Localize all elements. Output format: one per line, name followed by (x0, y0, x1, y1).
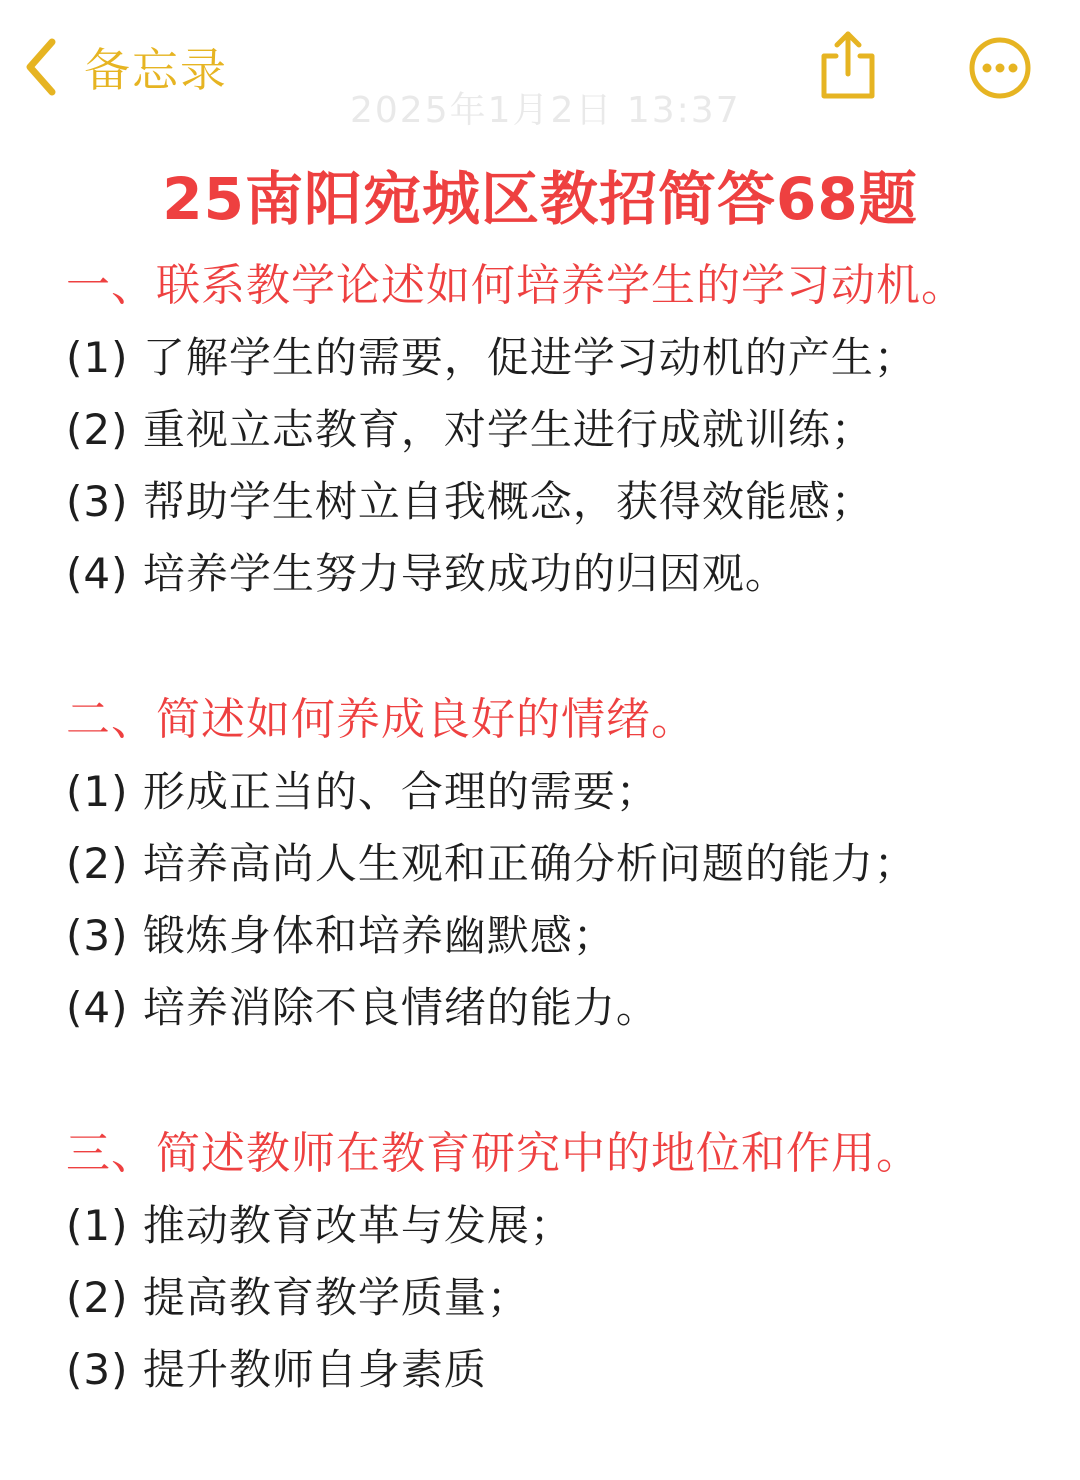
more-icon (968, 85, 1032, 104)
note-date: 2025年1月2日 13:37 (350, 90, 741, 131)
question-heading: 三、简述教师在教育研究中的地位和作用。 (66, 1128, 921, 1179)
share-button[interactable] (818, 30, 878, 104)
answer-line: (3) 提升教师自身素质 (66, 1345, 487, 1394)
note-title: 25南阳宛城区教招简答68题 (162, 165, 918, 233)
answer-line: (3) 锻炼身体和培养幽默感； (66, 911, 616, 960)
note-body[interactable] (66, 250, 1056, 1480)
back-button[interactable] (22, 34, 228, 100)
back-label: 备忘录 (84, 43, 228, 97)
answer-line: (1) 形成正当的、合理的需要； (66, 767, 659, 816)
question-section (66, 1118, 1056, 1406)
answer-line: (4) 培养消除不良情绪的能力。 (66, 983, 659, 1032)
question-heading: 二、简述如何养成良好的情绪。 (66, 694, 696, 745)
more-button[interactable] (968, 36, 1032, 104)
answer-line: (2) 重视立志教育，对学生进行成就训练； (66, 405, 874, 454)
navigation-bar (0, 0, 1080, 130)
answer-line: (2) 提高教育教学质量； (66, 1273, 530, 1322)
chevron-left-icon (22, 36, 58, 98)
question-section (66, 684, 1056, 1044)
share-icon (818, 85, 878, 104)
answer-line: (2) 培养高尚人生观和正确分析问题的能力； (66, 839, 917, 888)
answer-line: (1) 了解学生的需要，促进学习动机的产生； (66, 333, 917, 382)
answer-line: (4) 培养学生努力导致成功的归因观。 (66, 549, 788, 598)
answer-line: (1) 推动教育改革与发展； (66, 1201, 573, 1250)
answer-line: (3) 帮助学生树立自我概念，获得效能感； (66, 477, 874, 526)
question-section (66, 250, 1056, 610)
question-heading: 一、联系教学论述如何培养学生的学习动机。 (66, 260, 966, 311)
